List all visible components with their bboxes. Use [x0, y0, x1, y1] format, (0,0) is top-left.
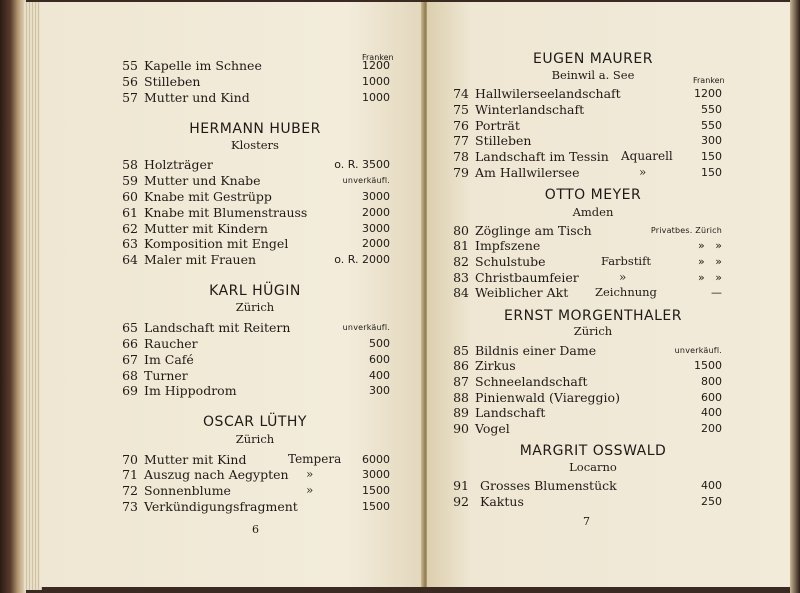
catalog-entry: 77 Stilleben 300 [453, 133, 722, 148]
artist-name: KARL HÜGIN [209, 283, 301, 299]
catalog-entry: 76 Porträt 550 [453, 118, 722, 133]
page-number: 6 [252, 523, 259, 536]
artist-city: Zürich [235, 300, 275, 314]
catalog-entry: 66 Raucher 500 [122, 336, 390, 351]
catalog-entry: 83 Christbaumfeier » » » [453, 270, 722, 285]
catalog-entry: 86 Zirkus 1500 [453, 358, 722, 373]
catalog-entry: 68 Turner 400 [122, 368, 390, 383]
catalog-entry: 69 Im Hippodrom 300 [122, 383, 390, 398]
catalog-entry: 85 Bildnis einer Dame unverkäufl. [453, 343, 722, 358]
catalog-entry: 84 Weiblicher Akt Zeichnung — [453, 285, 722, 300]
artist-city: Klosters [231, 138, 279, 152]
artist-name: EUGEN MAURER [533, 51, 653, 67]
catalog-entry: 72 Sonnenblume » 1500 [122, 483, 390, 498]
catalog-entry: 75 Winterlandschaft 550 [453, 102, 722, 117]
catalog-entry: 92 Kaktus 250 [453, 494, 722, 509]
book-cover-edge-right [790, 0, 800, 593]
catalog-entry: 65 Landschaft mit Reitern unverkäufl. [122, 320, 390, 335]
catalog-entry: 90 Vogel 200 [453, 421, 722, 436]
catalog-entry: 58 Holzträger o. R. 3500 [122, 157, 390, 172]
catalog-entry: 55 Kapelle im Schnee 1200 [122, 58, 390, 73]
catalog-entry: 87 Schneelandschaft 800 [453, 374, 722, 389]
catalog-entry: 64 Maler mit Frauen o. R. 2000 [122, 252, 390, 267]
artist-city: Beinwil a. See [551, 68, 635, 82]
catalog-entry: 57 Mutter und Kind 1000 [122, 90, 390, 105]
artist-name: HERMANN HUBER [189, 121, 321, 137]
artist-city: Locarno [569, 460, 617, 474]
catalog-entry: 60 Knabe mit Gestrüpp 3000 [122, 189, 390, 204]
catalog-entry: 81 Impfszene » » [453, 238, 722, 253]
artist-city: Amden [572, 205, 614, 219]
catalog-entry: 79 Am Hallwilersee » 150 [453, 165, 722, 180]
catalog-entry: 73 Verkündigungsfragment 1500 [122, 499, 390, 514]
artist-name: OSCAR LÜTHY [203, 414, 307, 430]
catalog-entry: 56 Stilleben 1000 [122, 74, 390, 89]
artist-city: Zürich [235, 432, 275, 446]
catalog-entry: 59 Mutter und Knabe unverkäufl. [122, 173, 390, 188]
catalog-entry: 67 Im Café 600 [122, 352, 390, 367]
catalog-entry: 89 Landschaft 400 [453, 405, 722, 420]
catalog-entry: 88 Pinienwald (Viareggio) 600 [453, 390, 722, 405]
catalog-entry: 91 Grosses Blumenstück 400 [453, 478, 722, 493]
catalog-entry: 61 Knabe mit Blumenstrauss 2000 [122, 205, 390, 220]
catalog-entry: 62 Mutter mit Kindern 3000 [122, 221, 390, 236]
catalog-entry: 80 Zöglinge am Tisch Privatbes. Zürich [453, 223, 722, 238]
artist-city: Zürich [573, 324, 613, 338]
book-cover-edge-left [0, 0, 26, 593]
page-number: 7 [583, 515, 590, 528]
artist-name: ERNST MORGENTHALER [504, 308, 682, 324]
currency-label: Franken [693, 76, 725, 85]
catalog-entry: 71 Auszug nach Aegypten » 3000 [122, 467, 390, 482]
catalog-entry: 82 Schulstube Farbstift » » [453, 254, 722, 269]
artist-name: MARGRIT OSSWALD [519, 443, 667, 459]
currency-label: Franken [362, 53, 394, 62]
catalog-entry: 70 Mutter mit Kind Tempera 6000 [122, 452, 390, 467]
catalog-entry: 74 Hallwilerseelandschaft 1200 [453, 86, 722, 101]
catalog-entry: 63 Komposition mit Engel 2000 [122, 236, 390, 251]
catalog-entry: 78 Landschaft im Tessin Aquarell 150 [453, 149, 722, 164]
artist-name: OTTO MEYER [544, 187, 642, 203]
